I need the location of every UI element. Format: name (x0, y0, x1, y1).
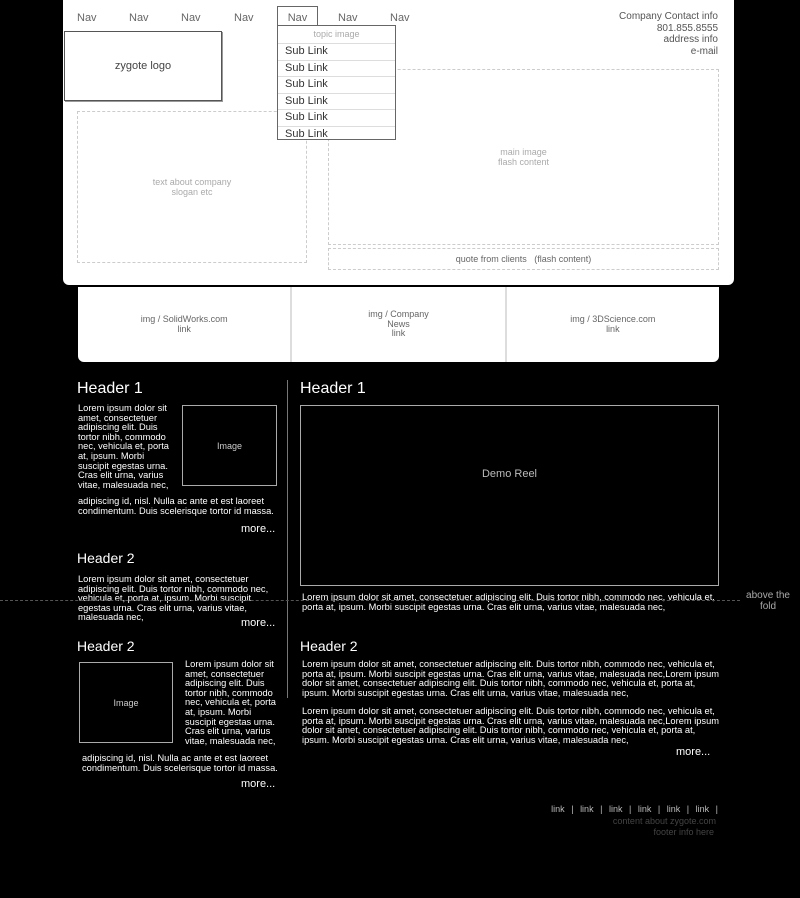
band-label: img / SolidWorks.com (140, 314, 228, 324)
right-text-2a: Lorem ipsum dolor sit amet, consectetuer adipiscing elit. Duis tortor nibh, commodo nec, vehicula et, porta at, ipsum. Morbi suscipit egestas urna. Cras elit urna, varius vitae, malesuada nec,Lorem ipsum dolor sit amet, consectetuer adipiscing elit. Duis tortor nibh, commodo nec, vehicula et, porta at, ipsum. Morbi suscipit egestas urna. Cras elit urna, varius vitae, malesuada nec, (302, 659, 719, 698)
footer-separator: | (600, 804, 603, 814)
dropdown-sub-link[interactable]: Sub Link (278, 61, 395, 78)
footer-separator: | (657, 804, 661, 814)
band-label: img / 3DScience.com (570, 314, 656, 324)
nav-item-3[interactable]: Nav (181, 12, 201, 24)
left-text-3b: adipiscing id, nisl. Nulla ac ante et est laoreet condimentum. Duis scelerisque tortor id massa. (82, 753, 278, 773)
zygote-logo[interactable]: zygote logo (64, 31, 222, 101)
footer-link[interactable]: link (695, 804, 710, 814)
footer-separator: | (686, 804, 690, 814)
contact-address: address info (663, 34, 718, 45)
fold-label-line: fold (759, 601, 777, 612)
column-divider (287, 380, 288, 698)
more-link[interactable]: more... (241, 778, 276, 790)
solidworks-link[interactable] (78, 287, 292, 362)
more-link[interactable]: more... (241, 523, 276, 535)
demo-reel-video[interactable]: Demo Reel (300, 405, 719, 586)
dropdown-sub-link[interactable]: Sub Link (278, 110, 395, 127)
nav-item-1[interactable]: Nav (77, 12, 97, 24)
footer-link[interactable]: link (580, 804, 594, 814)
dropdown-sub-link[interactable]: Sub Link (278, 77, 395, 94)
left-image-1: Image (182, 405, 277, 486)
footer-separator: | (571, 804, 574, 814)
contact-title: Company Contact info (619, 11, 718, 22)
footer-content: content about zygote.com (612, 816, 716, 826)
left-header-1: Header 1 (77, 380, 143, 397)
more-link[interactable]: more... (676, 746, 711, 758)
dropdown-topic-image: topic image (278, 26, 395, 44)
right-text-2b: Lorem ipsum dolor sit amet, consectetuer adipiscing elit. Duis tortor nibh, commodo nec, vehicula et, porta at, ipsum. Morbi suscipit egestas urna. Cras elit urna, varius vitae, malesuada nec,Lorem ipsum dolor sit amet, consectetuer adipiscing elit. Duis tortor nibh, commodo nec, vehicula et, porta at, ipsum. Morbi suscipit egestas urna. Cras elit urna, varius vitae, malesuada nec, (302, 706, 719, 745)
footer-link[interactable]: link (637, 804, 652, 814)
contact-phone: 801.855.8555 (656, 22, 718, 34)
above-the-fold-label (738, 590, 798, 612)
client-quote-label: quote from clients (flash content) (455, 254, 592, 264)
left-header-2: Header 2 (77, 550, 135, 566)
band-label: img / Company (368, 309, 429, 320)
dropdown-sub-link[interactable]: Sub Link (278, 44, 395, 61)
footer-separator: | (628, 804, 632, 814)
band-label: News (387, 318, 410, 329)
fold-line (0, 600, 740, 601)
partner-link-band (78, 287, 719, 362)
right-header-2: Header 2 (300, 638, 358, 654)
nav-dropdown-menu (277, 25, 396, 140)
contact-info (619, 11, 718, 57)
contact-email[interactable]: e-mail (690, 45, 718, 57)
footer-separator: | (715, 804, 718, 814)
left-image-3: Image (79, 662, 173, 743)
footer-link[interactable]: link (666, 804, 681, 814)
about-company-box (77, 111, 307, 263)
nav-item-5-active[interactable]: Nav (277, 6, 318, 26)
footer-link[interactable]: link (608, 804, 623, 814)
about-text: text about company (152, 177, 232, 187)
left-text-3a: Lorem ipsum dolor sit amet, consectetuer adipiscing elit. Duis tortor nibh, commodo nec, vehicula et, porta at, ipsum. Morbi suscipit egestas urna. Cras elit urna, varius vitae, malesuada nec, (185, 659, 276, 746)
nav-item-2[interactable]: Nav (129, 12, 149, 24)
3dscience-link[interactable] (507, 287, 719, 362)
main-image-label: main image (500, 147, 547, 157)
right-text-1: Lorem ipsum dolor sit amet, consectetuer adipiscing elit. Duis tortor nibh, commodo nec, vehicula et, porta at, ipsum. Morbi suscipit egestas urna. Cras elit urna, varius vitae, malesuada nec, (302, 592, 715, 612)
left-header-3: Header 2 (77, 638, 135, 654)
fold-label-line: above the (746, 590, 790, 601)
band-label: link (391, 328, 406, 339)
footer-link[interactable]: link (551, 804, 565, 814)
band-label: link (606, 323, 620, 334)
left-text-1a: Lorem ipsum dolor sit amet, consectetuer adipiscing elit. Duis tortor nibh, commodo nec, vehicula et, porta at, ipsum. Morbi suscipit egestas urna. Cras elit urna, varius vitae, malesuada nec, (78, 403, 169, 490)
left-text-1b: adipiscing id, nisl. Nulla ac ante et est laoreet condimentum. Duis scelerisque tortor id massa. (78, 496, 274, 516)
right-header-1: Header 1 (300, 380, 366, 397)
nav-item-6[interactable]: Nav (338, 12, 358, 24)
about-slogan: slogan etc (171, 187, 213, 197)
more-link[interactable]: more... (241, 617, 276, 629)
flash-content-label: flash content (497, 157, 550, 167)
left-text-2: Lorem ipsum dolor sit amet, consectetuer adipiscing elit. Duis tortor nibh, commodo nec, vehicula et, porta at, ipsum. Morbi suscipit egestas urna. Cras elit urna, varius vitae, malesuada nec, (78, 574, 269, 623)
dropdown-sub-link[interactable]: Sub Link (278, 94, 395, 111)
client-quote-box (328, 248, 719, 270)
dropdown-sub-link[interactable]: Sub Link (285, 127, 328, 140)
nav-item-4[interactable]: Nav (234, 12, 254, 24)
footer-links (547, 804, 718, 814)
company-news-link[interactable] (292, 287, 506, 362)
nav-item-7[interactable]: Nav (390, 12, 410, 24)
footer-info: footer info here (653, 827, 714, 837)
band-label: link (177, 323, 191, 334)
